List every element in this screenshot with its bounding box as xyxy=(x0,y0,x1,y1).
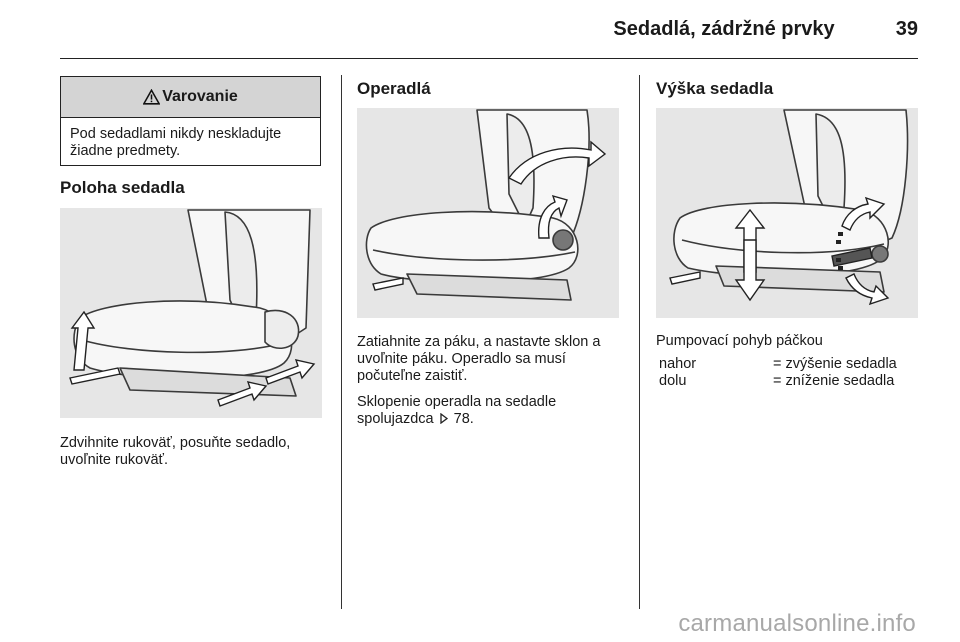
seat-height-table xyxy=(659,356,897,390)
warning-text: Pod sedadlami nikdy neskladujte žiadne predmety. xyxy=(70,126,282,159)
seat-position-illustration xyxy=(60,208,322,418)
text-seat-height-intro: Pumpovací pohyb páčkou xyxy=(656,333,823,349)
text-backrest-passenger xyxy=(357,394,632,428)
header-title: Sedadlá, zádržné prvky xyxy=(613,18,835,40)
column-divider-1 xyxy=(341,75,342,609)
table-row xyxy=(659,356,897,373)
table-row xyxy=(659,373,897,390)
text-backrest-instructions: Zatiahnite za páku, a nastavte sklon a uvoľnite páku. Operadlo sa musí počuteľne zaistiť. xyxy=(357,334,601,384)
page-reference-number: 78. xyxy=(453,411,474,427)
heading-seat-position: Poloha sedadla xyxy=(60,178,185,197)
column-divider-2 xyxy=(639,75,640,609)
warning-box xyxy=(60,76,321,166)
watermark: carmanualsonline.info xyxy=(678,610,916,637)
row-value: = zvýšenie sedadla xyxy=(773,356,897,372)
row-key: dolu xyxy=(659,373,687,389)
backrest-illustration xyxy=(357,108,619,318)
figure-seat-height xyxy=(656,108,918,318)
seat-height-illustration xyxy=(656,108,918,318)
heading-backrest: Operadlá xyxy=(357,79,431,98)
figure-seat-position xyxy=(60,208,322,418)
figure-backrest xyxy=(357,108,619,318)
row-key: nahor xyxy=(659,356,697,372)
page-number: 39 xyxy=(895,18,918,40)
caption-seat-position: Zdvihnite rukoväť, posuňte sedadlo, uvoľnite rukoväť. xyxy=(60,435,291,468)
heading-seat-height: Výška sedadla xyxy=(656,79,774,98)
warning-triangle-icon xyxy=(143,89,160,105)
page-reference-arrow-icon xyxy=(440,413,448,424)
page-header xyxy=(613,18,918,41)
warning-header xyxy=(61,77,320,118)
warning-title: Varovanie xyxy=(162,88,238,105)
text-backrest-passenger-prefix: Sklopenie operadla na sedadle spolujazdca xyxy=(357,394,557,427)
header-rule xyxy=(60,58,918,59)
row-value: = zníženie sedadla xyxy=(773,373,895,389)
